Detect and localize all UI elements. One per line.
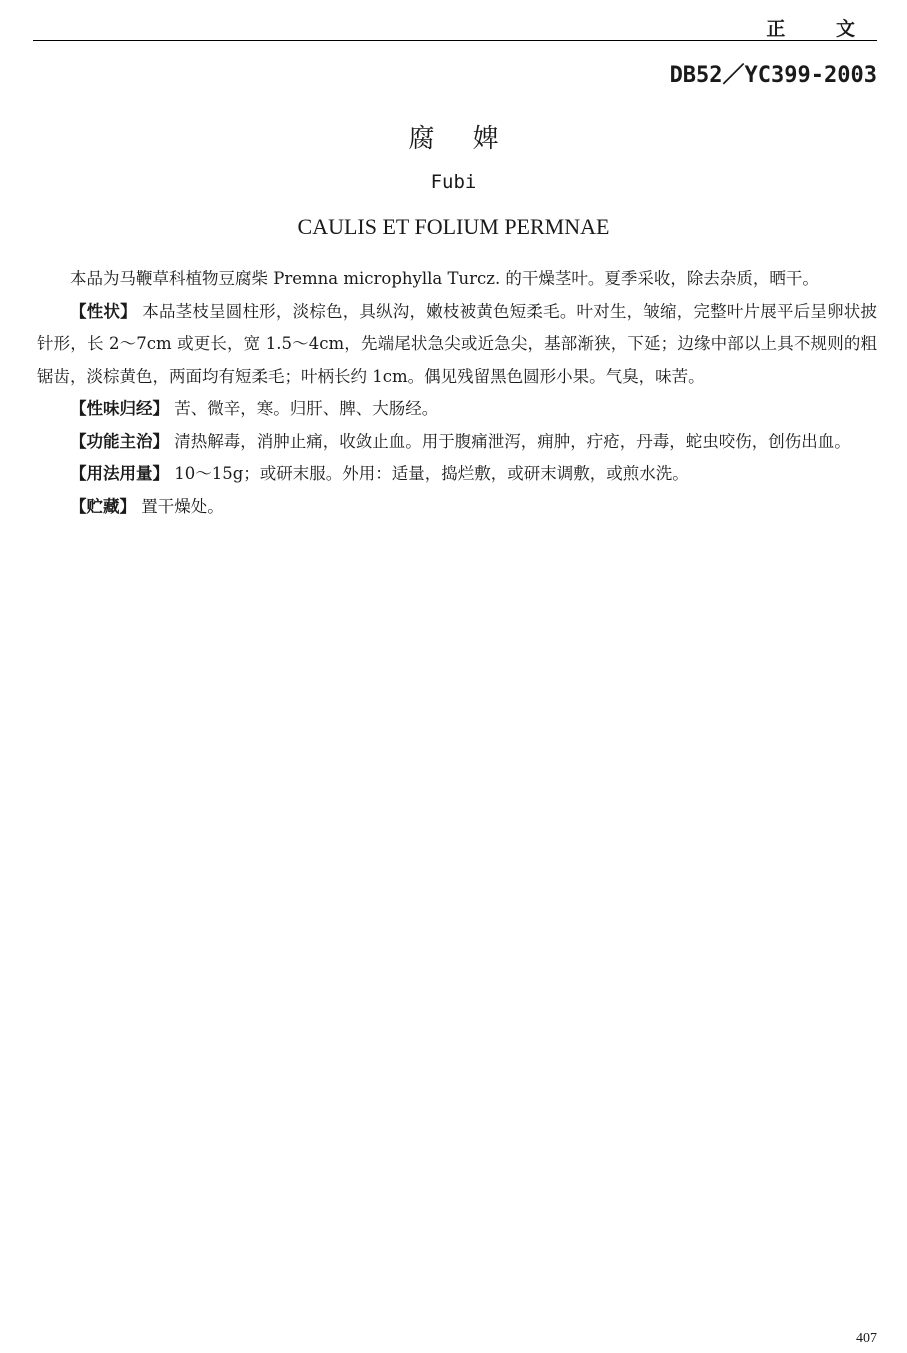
page-number: 407 [856, 1331, 877, 1346]
title-pinyin: Fubi [430, 171, 477, 193]
section-label-description: 【性状】 [70, 301, 137, 321]
intro-paragraph: 本品为马鞭草科植物豆腐柴 Premna microphylla Turcz. 的干燥茎叶。夏季采收，除去杂质，晒干。 [70, 269, 819, 288]
section-description [37, 296, 877, 394]
section-text-storage: 置干燥处。 [136, 496, 224, 516]
header-rule [33, 40, 877, 41]
title-latin: CAULIS ET FOLIUM PERMNAE [297, 214, 610, 239]
section-label: 正 文 [766, 18, 877, 40]
standard-code: DB52／YC399-2003 [669, 63, 877, 88]
section-text-properties: 苦、微辛，寒。归肝、脾、大肠经。 [169, 399, 439, 418]
section-storage [37, 491, 877, 524]
monograph-body [37, 263, 877, 523]
section-functions [37, 426, 877, 459]
section-label-storage: 【贮藏】 [70, 496, 136, 516]
section-text-description: 本品茎枝呈圆柱形，淡棕色，具纵沟，嫩枝被黄色短柔毛。叶对生，皱缩，完整叶片展平后呈卵状披针形，长 2～7cm 或更长，宽 1.5～4cm，先端尾状急尖或近急尖，基部渐狭，下延；边缘中部以上具不规则的粗锯齿，淡棕黄色，两面均有短柔毛；叶柄长约 1cm。偶见残留黑色圆形小果。气臭，味苦。 [37, 301, 877, 386]
section-label-properties: 【性味归经】 [70, 399, 169, 418]
section-label-dosage: 【用法用量】 [70, 464, 169, 483]
title-chinese: 腐婢 [408, 124, 537, 154]
section-text-dosage: 10～15g；或研末服。外用：适量，捣烂敷，或研末调敷，或煎水洗。 [169, 464, 689, 483]
section-properties [37, 393, 877, 426]
section-text-functions: 清热解毒，消肿止痛，收敛止血。用于腹痛泄泻，痈肿，疔疮，丹毒，蛇虫咬伤，创伤出血。 [169, 431, 851, 451]
section-dosage [37, 458, 877, 491]
section-label-functions: 【功能主治】 [70, 431, 169, 451]
